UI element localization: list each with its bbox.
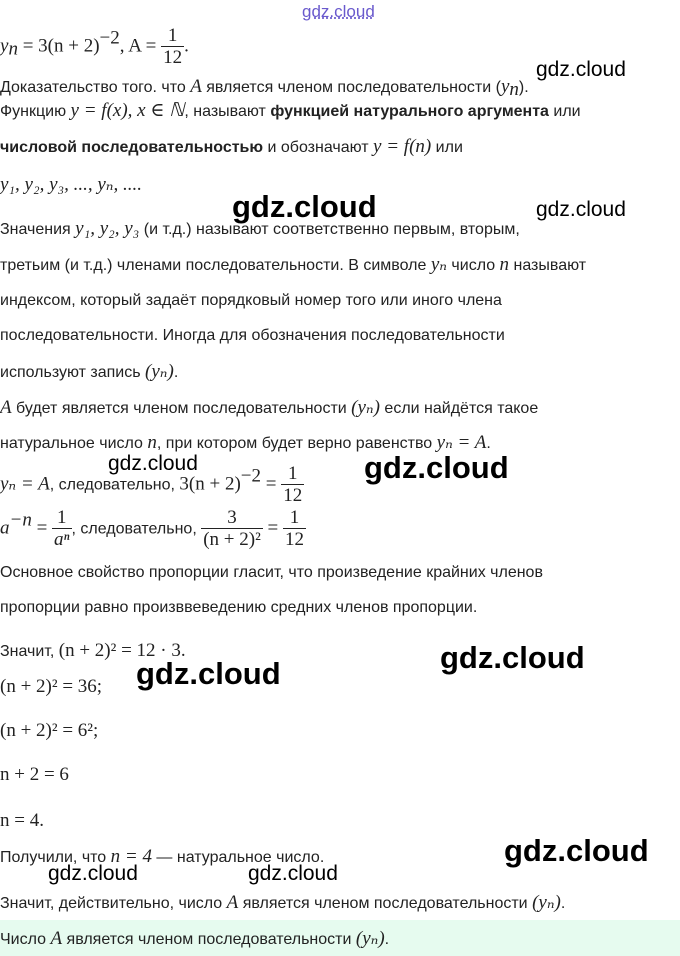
fraction-1-12	[161, 26, 184, 69]
math-y: y	[500, 76, 510, 97]
text-segment: , следовательно,	[49, 476, 180, 494]
text-segment: .	[384, 931, 390, 948]
math-inline: a	[0, 517, 10, 539]
definition-line-2	[0, 136, 463, 159]
math-inline: yₙ = A	[0, 473, 50, 495]
frac-den: aⁿ	[54, 529, 70, 550]
sequence-notation	[0, 174, 142, 197]
text-segment: .	[173, 364, 179, 381]
math-inline: yₙ	[430, 254, 447, 275]
text-segment: будет является членом последовательности	[11, 400, 352, 417]
frac-num: 3	[227, 507, 237, 528]
text-segment: .	[560, 895, 566, 912]
frac-num: 1	[57, 507, 67, 528]
watermark: gdz.cloud	[364, 450, 509, 485]
math-eq: =	[261, 473, 282, 495]
text-segment: называют	[509, 257, 587, 274]
math-A: A	[0, 397, 12, 418]
text-segment: Значит,	[0, 643, 59, 660]
text-segment: используют запись	[0, 364, 146, 381]
math-inline: n	[499, 254, 510, 275]
math-inline: y = f(n)	[373, 136, 432, 157]
frac-num: 1	[287, 463, 298, 484]
frac-den: 12	[285, 529, 305, 550]
text-segment: если найдётся такое	[379, 400, 539, 417]
math-exp: −2	[240, 465, 261, 487]
fraction-3-over-n2	[201, 508, 263, 551]
math-inline: 3(n + 2)	[179, 473, 241, 495]
math-inline: y₁, y₂, y₃	[75, 218, 140, 239]
text-segment: натуральное число	[0, 435, 148, 452]
math-inline: n + 2 = 6	[0, 764, 69, 785]
paragraph-line	[0, 218, 520, 241]
math-exp: −n	[9, 509, 32, 531]
frac-num: 1	[289, 507, 300, 528]
math-inline: (n + 2)² = 12 · 3.	[58, 640, 186, 661]
watermark-top[interactable]: gdz.cloud	[302, 2, 375, 21]
math-dot: .	[184, 35, 189, 57]
fraction-1-12	[283, 508, 306, 551]
math-a: , A =	[119, 35, 162, 57]
frac-den: 12	[283, 485, 303, 506]
paragraph-line	[0, 892, 565, 915]
math-inline: y = f(x), x ∈ ℕ	[70, 100, 185, 121]
equation-line	[0, 764, 69, 787]
paragraph-line	[0, 397, 538, 420]
frac-num: 1	[167, 25, 178, 46]
equation-line	[0, 810, 44, 833]
paragraph-line: пропорции равно произввеведению средних членов пропорции.	[0, 599, 478, 616]
math-inline: (n + 2)² = 6²;	[0, 720, 99, 741]
paragraph-line: Основное свойство пропорции гласит, что произведение крайних членов	[0, 564, 543, 581]
math-inline: (yₙ)	[355, 928, 385, 949]
proof-heading	[0, 76, 529, 101]
text-segment: и обозначают	[263, 139, 374, 156]
math-inline: n	[147, 432, 157, 453]
watermark: gdz.cloud	[48, 862, 138, 885]
text-segment: , следовательно,	[71, 520, 202, 538]
text-segment: Число	[0, 931, 51, 948]
math-sub: n	[8, 38, 18, 60]
text-segment: Доказательство того. что	[0, 79, 191, 96]
fraction-1-12	[281, 464, 304, 507]
answer-text	[0, 928, 389, 951]
text-segment: , при котором будет верно равенство	[156, 435, 437, 452]
math-exp: −2	[99, 27, 120, 49]
paragraph-line: индексом, который задаёт порядковый номер того или иного члена	[0, 292, 502, 309]
watermark: gdz.cloud	[248, 862, 338, 885]
text-segment: или	[431, 139, 463, 156]
frac-den: (n + 2)²	[203, 529, 261, 550]
text-segment: (и т.д.) называют соответственно первым, вторым,	[139, 221, 520, 238]
text-segment: , называют	[184, 103, 271, 120]
math-inline: y₁, y₂, y₃, ..., yₙ, ....	[0, 174, 142, 195]
math-inline: n = 4.	[0, 810, 44, 831]
math-eq: =	[262, 517, 284, 539]
equation-line	[0, 720, 98, 743]
paragraph-line	[0, 361, 178, 384]
bold-term: числовой последовательностью	[0, 139, 264, 156]
paragraph-line	[0, 254, 586, 277]
math-inline: (yₙ)	[532, 892, 561, 913]
text-segment: является членом последовательности (	[201, 79, 501, 96]
math-inline: (yₙ)	[145, 361, 174, 382]
watermark: gdz.cloud	[536, 58, 626, 81]
text-segment: является членом последовательности	[238, 895, 533, 912]
text-segment: Значения	[0, 221, 76, 238]
given-formula	[0, 26, 189, 69]
text-segment: является членом последовательности	[62, 931, 356, 948]
text-segment: ).	[518, 79, 529, 96]
math-expr: = 3(n + 2)	[17, 35, 100, 57]
text-segment: третьим (и т.д.) членами последовательности. В символе	[0, 257, 431, 274]
math-inline: n = 4	[110, 846, 152, 867]
bold-term: функцией натурального аргумента	[270, 103, 549, 120]
text-segment: число	[446, 257, 500, 274]
watermark: gdz.cloud	[136, 656, 281, 691]
watermark: gdz.cloud	[108, 452, 198, 475]
fraction-1-an	[52, 508, 71, 551]
paragraph-line: последовательности. Иногда для обозначения последовательности	[0, 327, 505, 344]
equation-line	[0, 464, 304, 507]
text-segment: Функцию	[0, 103, 71, 120]
math-inline: (n + 2)² = 36;	[0, 676, 103, 697]
definition-line-1	[0, 100, 581, 123]
text-segment: Получили, что	[0, 849, 111, 866]
frac-den: 12	[163, 47, 183, 68]
equation-line	[0, 676, 102, 699]
text-segment: или	[548, 103, 581, 120]
math-inline: (yₙ)	[351, 397, 380, 418]
watermark: gdz.cloud	[504, 833, 649, 868]
math-y: y	[0, 35, 9, 57]
watermark: gdz.cloud	[232, 189, 377, 224]
equation-line	[0, 508, 306, 551]
math-A: A	[50, 928, 63, 949]
text-segment: Значит, действительно, число	[0, 895, 227, 912]
math-A: A	[190, 76, 202, 97]
math-A: A	[226, 892, 239, 913]
watermark: gdz.cloud	[440, 640, 585, 675]
math-eq: =	[31, 517, 53, 539]
watermark: gdz.cloud	[536, 198, 626, 221]
math-inline: yₙ = A	[436, 432, 487, 453]
math-sub: n	[509, 79, 519, 100]
text-segment: .	[486, 435, 491, 452]
text-segment: — натуральное число.	[151, 849, 325, 866]
